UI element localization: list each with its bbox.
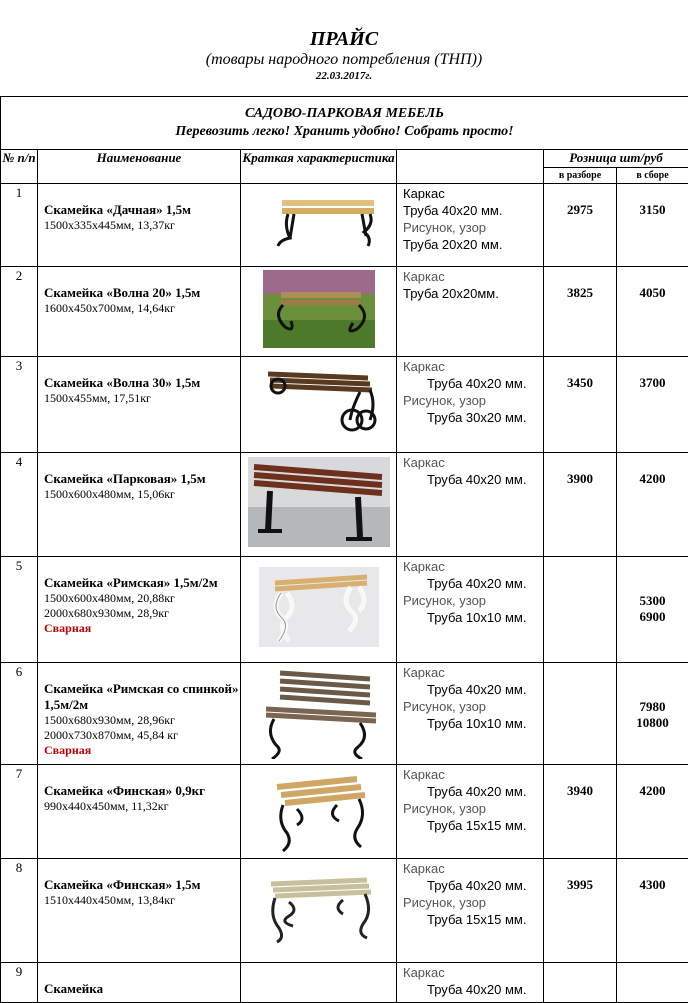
price-disassembled: 3825	[544, 267, 617, 357]
spec-line: Каркас	[403, 860, 543, 877]
product-image-cell	[241, 267, 397, 357]
product-cell	[38, 357, 241, 453]
product-image-cell	[241, 663, 397, 765]
spec-line: Каркас	[403, 766, 543, 783]
spec-cell	[397, 453, 544, 557]
product-name: Скамейка «Финская» 1,5м	[44, 877, 240, 893]
spec-line: Труба 40х20 мм.	[403, 981, 543, 998]
price-disassembled: 2975	[544, 184, 617, 267]
product-name: Скамейка	[44, 981, 240, 997]
col-header-assembled: в сборе	[617, 168, 688, 184]
page-subtitle: (товары народного потребления (ТНП))	[0, 51, 688, 69]
product-name: Скамейка «Финская» 0,9кг	[44, 783, 240, 799]
product-name: Скамейка «Волна 20» 1,5м	[44, 285, 240, 301]
row-number: 5	[1, 557, 38, 663]
product-image-cell	[241, 557, 397, 663]
product-dimensions: 2000х730х870мм, 45,84 кг	[44, 728, 240, 743]
row-number: 4	[1, 453, 38, 557]
product-cell	[38, 453, 241, 557]
spec-line: Рисунок, узор	[403, 592, 543, 609]
table-row	[1, 557, 688, 663]
product-dimensions: 990х440х450мм, 11,32кг	[44, 799, 240, 814]
col-header-num: № п/п	[1, 150, 38, 184]
price-disassembled: 3450	[544, 357, 617, 453]
bench-image	[260, 362, 378, 442]
product-dimensions: 1600х450х700мм, 14,64кг	[44, 301, 240, 316]
bench-image	[263, 870, 375, 946]
row-number: 7	[1, 765, 38, 859]
spec-cell	[397, 557, 544, 663]
product-image-cell	[241, 453, 397, 557]
spec-line: Рисунок, узор	[403, 698, 543, 715]
col-header-disassembled: в разборе	[544, 168, 617, 184]
spec-cell	[397, 663, 544, 765]
spec-line: Труба 40х20 мм.	[403, 202, 543, 219]
row-number: 6	[1, 663, 38, 765]
price-assembled: 5300 6900	[617, 557, 688, 663]
spec-line: Труба 20х20мм.	[403, 285, 543, 302]
bench-image	[248, 457, 390, 547]
product-cell	[38, 963, 241, 1003]
product-image-cell	[241, 184, 397, 267]
spec-cell	[397, 184, 544, 267]
spec-line: Рисунок, узор	[403, 894, 543, 911]
table-row	[1, 453, 688, 557]
price-assembled: 4200	[617, 765, 688, 859]
table-row	[1, 663, 688, 765]
welded-label: Сварная	[44, 621, 240, 636]
spec-line: Каркас	[403, 664, 543, 681]
col-header-name: Наименование	[38, 150, 241, 184]
spec-cell	[397, 765, 544, 859]
price-assembled: 4200	[617, 453, 688, 557]
bench-image	[267, 765, 371, 853]
row-number: 2	[1, 267, 38, 357]
spec-line: Труба 40х20 мм.	[403, 471, 543, 488]
product-dimensions: 1500х680х930мм, 28,96кг	[44, 713, 240, 728]
product-image-cell	[241, 963, 397, 1003]
spec-line: Рисунок, узор	[403, 800, 543, 817]
bench-image	[259, 567, 379, 647]
spec-line: Каркас	[403, 454, 543, 471]
price-assembled: 3150	[617, 184, 688, 267]
spec-cell	[397, 963, 544, 1003]
spec-line: Труба 30х20 мм.	[403, 409, 543, 426]
spec-line: Рисунок, узор	[403, 392, 543, 409]
price-assembled: 7980 10800	[617, 663, 688, 765]
table-row	[1, 267, 688, 357]
row-number: 8	[1, 859, 38, 963]
row-number: 3	[1, 357, 38, 453]
section-title: САДОВО-ПАРКОВАЯ МЕБЕЛЬ	[1, 105, 688, 123]
spec-line: Каркас	[403, 558, 543, 575]
spec-line: Рисунок, узор	[403, 219, 543, 236]
price-disassembled	[544, 557, 617, 663]
spec-line: Труба 40х20 мм.	[403, 375, 543, 392]
product-name: Скамейка «Дачная» 1,5м	[44, 202, 240, 218]
table-row	[1, 859, 688, 963]
spec-line: Каркас	[403, 268, 543, 285]
product-dimensions: 1500х335х445мм, 13,37кг	[44, 218, 240, 233]
table-row	[1, 184, 688, 267]
spec-line: Каркас	[403, 358, 543, 375]
product-name: Скамейка «Римская со спинкой» 1,5м/2м	[44, 681, 240, 713]
product-dimensions: 1500х600х480мм, 20,88кг	[44, 591, 240, 606]
spec-cell	[397, 859, 544, 963]
row-number: 1	[1, 184, 38, 267]
col-header-desc: Краткая характеристика	[241, 150, 397, 184]
product-name: Скамейка «Парковая» 1,5м	[44, 471, 240, 487]
product-image-cell	[241, 357, 397, 453]
product-cell	[38, 267, 241, 357]
product-cell	[38, 765, 241, 859]
spec-line: Труба 40х20 мм.	[403, 783, 543, 800]
product-dimensions: 1500х600х480мм, 15,06кг	[44, 487, 240, 502]
table-row	[1, 357, 688, 453]
col-header-spec	[397, 150, 544, 184]
spec-line: Труба 10х10 мм.	[403, 715, 543, 732]
product-cell	[38, 663, 241, 765]
bench-image	[263, 270, 375, 348]
bench-image	[256, 663, 382, 759]
welded-label: Сварная	[44, 743, 240, 758]
bench-image	[260, 192, 378, 254]
price-disassembled: 3900	[544, 453, 617, 557]
product-name: Скамейка «Волна 30» 1,5м	[44, 375, 240, 391]
spec-cell	[397, 267, 544, 357]
product-dimensions: 2000х680х930мм, 28,9кг	[44, 606, 240, 621]
spec-line: Каркас	[403, 185, 543, 202]
price-disassembled: 3940	[544, 765, 617, 859]
price-disassembled	[544, 663, 617, 765]
spec-cell	[397, 357, 544, 453]
price-assembled: 4050	[617, 267, 688, 357]
price-assembled: 4300	[617, 859, 688, 963]
price-table	[0, 96, 688, 1003]
spec-line: Труба 10х10 мм.	[403, 609, 543, 626]
table-row	[1, 963, 688, 1003]
spec-line: Каркас	[403, 964, 543, 981]
spec-line: Труба 20х20 мм.	[403, 236, 543, 253]
product-cell	[38, 184, 241, 267]
price-date: 22.03.2017г.	[0, 70, 688, 82]
product-dimensions: 1510х440х450мм, 13,84кг	[44, 893, 240, 908]
table-row	[1, 765, 688, 859]
section-slogan: Перевозить легко! Хранить удобно! Собрать просто!	[1, 123, 688, 141]
product-dimensions: 1500х455мм, 17,51кг	[44, 391, 240, 406]
product-name: Скамейка «Римская» 1,5м/2м	[44, 575, 240, 591]
price-disassembled: 3995	[544, 859, 617, 963]
price-assembled: 3700	[617, 357, 688, 453]
spec-line: Труба 40х20 мм.	[403, 681, 543, 698]
product-cell	[38, 557, 241, 663]
section-header	[1, 97, 688, 150]
price-assembled	[617, 963, 688, 1003]
product-cell	[38, 859, 241, 963]
row-number: 9	[1, 963, 38, 1003]
product-image-cell	[241, 859, 397, 963]
product-image-cell	[241, 765, 397, 859]
spec-line: Труба 40х20 мм.	[403, 877, 543, 894]
col-header-retail: Розница шт/руб	[544, 150, 688, 168]
page-title: ПРАЙС	[0, 28, 688, 51]
spec-line: Труба 15х15 мм.	[403, 817, 543, 834]
spec-line: Труба 40х20 мм.	[403, 575, 543, 592]
price-disassembled	[544, 963, 617, 1003]
spec-line: Труба 15х15 мм.	[403, 911, 543, 928]
